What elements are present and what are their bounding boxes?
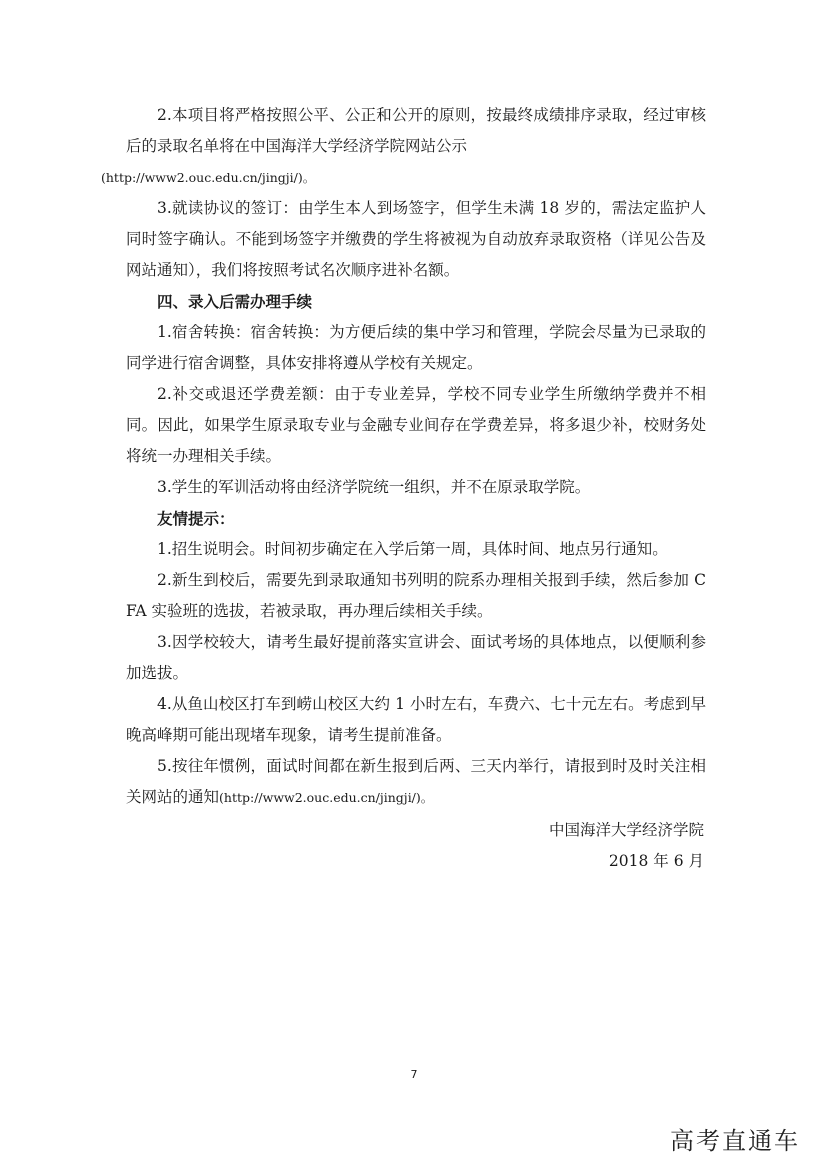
paragraph-tip-5 [126,751,706,813]
paragraph-publicity [101,100,706,193]
paragraph-tip-1: 1.招生说明会。时间初步确定在入学后第一周，具体时间、地点另行通知。 [157,540,668,558]
url-text: (http://www2.ouc.edu.cn/jingji/)。 [219,790,434,805]
paragraph-dorm: 1.宿舍转换：宿舍转换：为方便后续的集中学习和管理，学院会尽量为已录取的同学进行宿舍调整，具体安排将遵从学校有关规定。 [126,323,706,372]
paragraph-tuition: 2.补交或退还学费差额：由于专业差异，学校不同专业学生所缴纳学费并不相同。因此，如果学生原录取专业与金融专业间存在学费差异，将多退少补，校财务处将统一办理相关手续。 [126,385,706,465]
paragraph-tip-4: 4.从鱼山校区打车到崂山校区大约 1 小时左右，车费六、七十元左右。考虑到早晚高峰期可能出现堵车现象，请考生提前准备。 [126,695,706,744]
watermark: 高考直通车 [670,1127,800,1155]
paragraph-tip-3: 3.因学校较大，请考生最好提前落实宣讲会、面试考场的具体地点，以便顺利参加选拔。 [126,633,706,682]
page-number: 7 [410,1068,418,1081]
paragraph-tip-2: 2.新生到校后，需要先到录取通知书列明的院系办理相关报到手续，然后参加 CFA 实验班的选拔，若被录取，再办理后续相关手续。 [126,571,706,620]
paragraph-agreement: 3.就读协议的签订：由学生本人到场签字，但学生未满 18 岁的，需法定监护人同时签字确认。不能到场签字并缴费的学生将被视为自动放弃录取资格（详见公告及网站通知），我们将按照考试名次顺序进补名额。 [126,199,706,279]
section-heading-tips: 友情提示： [157,509,235,528]
paragraph-military-training: 3.学生的军训活动将由经济学院统一组织，并不在原录取学院。 [157,478,591,496]
signature-date: 2018 年 6 月 [608,852,704,870]
url-text: (http://www2.ouc.edu.cn/jingji/)。 [101,170,316,185]
section-heading-procedures: 四、录入后需办理手续 [157,292,313,311]
document-body [101,100,706,877]
signature-org: 中国海洋大学经济学院 [548,821,704,839]
paragraph-text: 5.按往年惯例，面试时间都在新生报到后两、三天内举行，请报到时及时关注相关网站的通知 [126,757,706,806]
paragraph-text: 2.本项目将严格按照公平、公正和公开的原则，按最终成绩排序录取，经过审核后的录取名单将在中国海洋大学经济学院网站公示 [126,106,706,155]
